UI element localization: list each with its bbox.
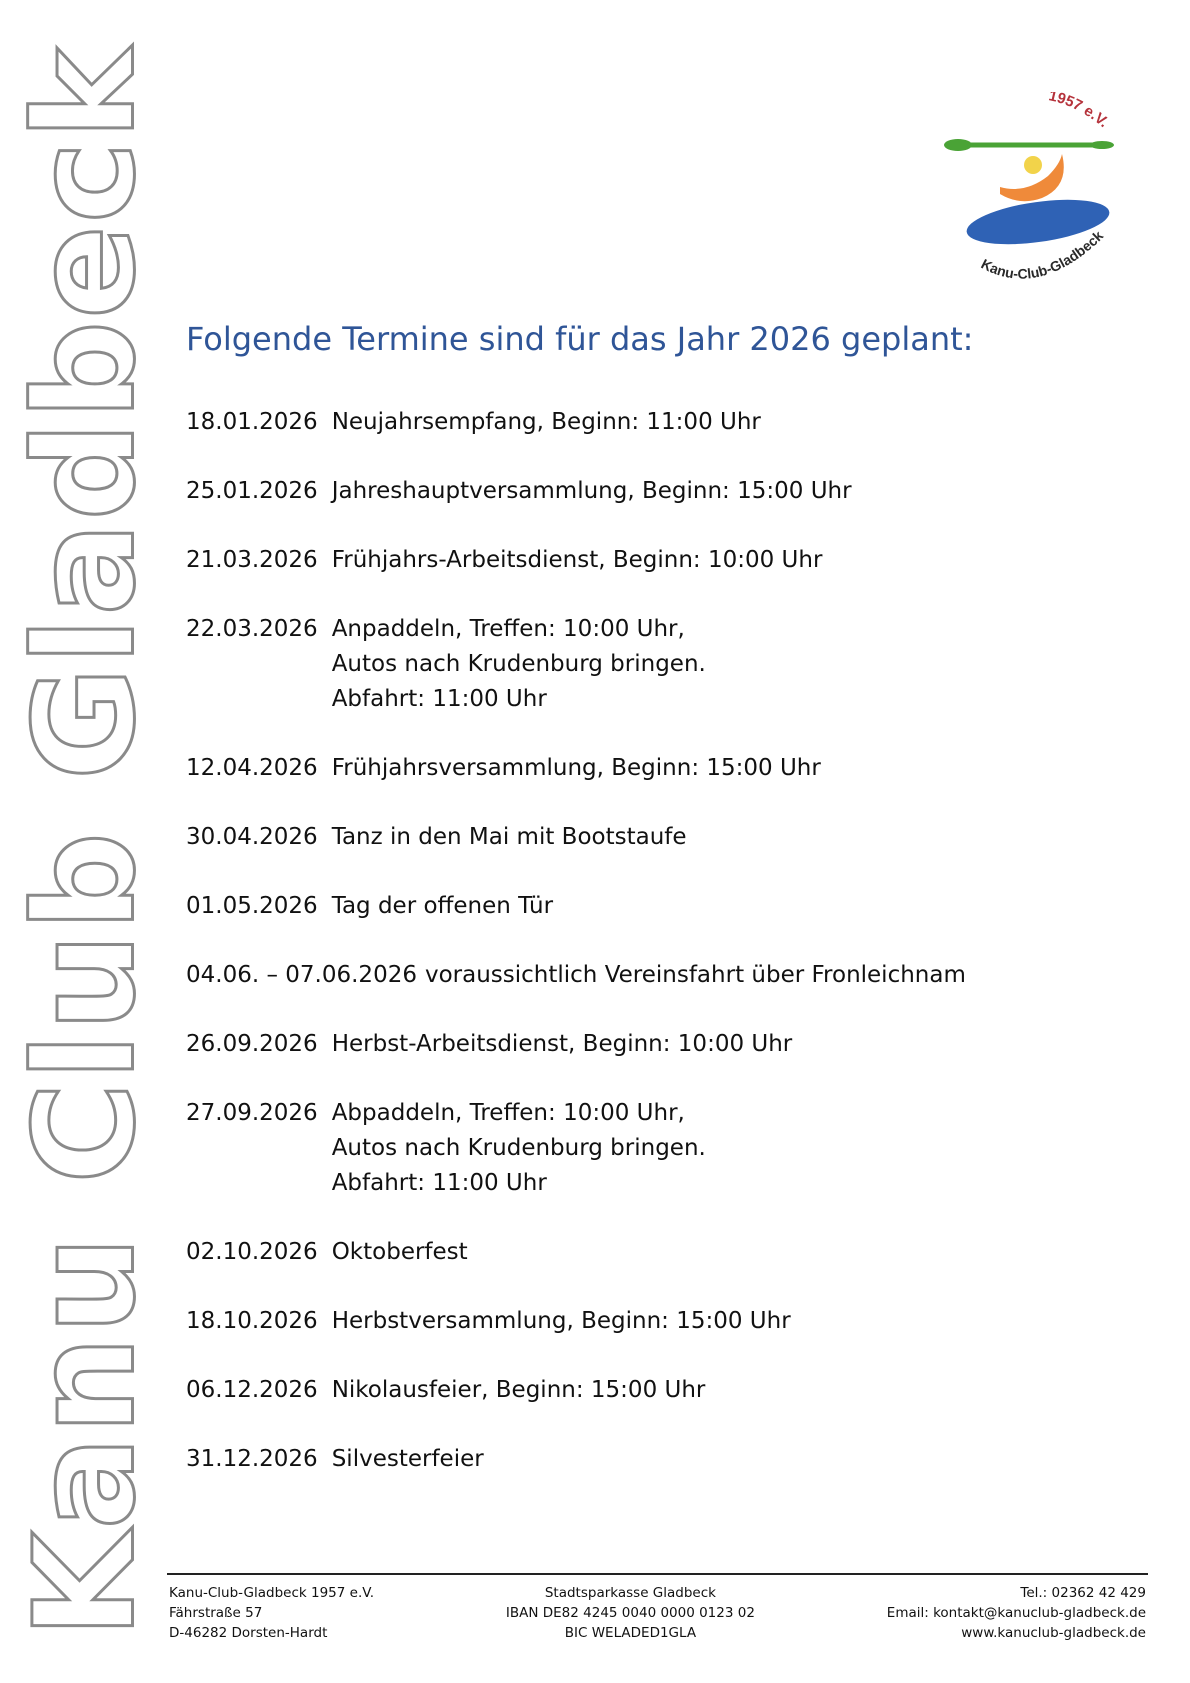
event-date: 04.06. – 07.06.2026 — [186, 962, 417, 988]
event-date: 31.12.2026 — [186, 1446, 318, 1472]
event-description-line: Autos nach Krudenburg bringen. — [331, 651, 706, 677]
event-date: 06.12.2026 — [186, 1377, 318, 1403]
event-description — [332, 543, 823, 578]
event-description-line: Abfahrt: 11:00 Uhr — [331, 1170, 547, 1196]
footer-bank-line: BIC WELADED1GLA — [564, 1625, 697, 1641]
event-list — [186, 405, 1136, 1511]
logo-year-text: 1957 e.V. — [1047, 92, 1112, 131]
event-description — [332, 1027, 793, 1062]
event-item — [186, 889, 1136, 924]
paddle-blade-right — [1090, 141, 1114, 149]
event-date: 25.01.2026 — [186, 478, 318, 504]
event-description — [332, 405, 761, 440]
event-date: 30.04.2026 — [186, 824, 318, 850]
event-date: 18.01.2026 — [186, 409, 318, 435]
event-date: 26.09.2026 — [186, 1031, 318, 1057]
event-description-line: Tag der offenen Tür — [331, 893, 554, 919]
footer-divider — [167, 1573, 1148, 1575]
event-description-line: Jahreshauptversammlung, Beginn: 15:00 Uhr — [331, 478, 852, 504]
event-description — [332, 1373, 706, 1408]
event-description-line: Oktoberfest — [331, 1239, 468, 1265]
event-description — [332, 1442, 484, 1477]
event-description-line: Autos nach Krudenburg bringen. — [331, 1135, 706, 1161]
logo-name-text: Kanu-Club-Gladbeck — [978, 227, 1107, 282]
event-date: 01.05.2026 — [186, 893, 318, 919]
footer-email: Email: kontakt@kanuclub-gladbeck.de — [886, 1605, 1146, 1621]
event-item — [186, 1442, 1136, 1477]
event-description-line: Herbst-Arbeitsdienst, Beginn: 10:00 Uhr — [331, 1031, 793, 1057]
footer-bank-line: IBAN DE82 4245 0040 0000 0123 02 — [505, 1605, 755, 1621]
event-item — [186, 1373, 1136, 1408]
event-description-line: Tanz in den Mai mit Bootstaufe — [331, 824, 687, 850]
side-title: Kanu Club Gladbeck — [4, 45, 166, 1638]
page-heading: Folgende Termine sind für das Jahr 2026 geplant: — [186, 320, 974, 358]
footer-address-line: D-46282 Dorsten-Hardt — [169, 1625, 328, 1641]
event-item — [186, 820, 1136, 855]
event-description — [332, 1235, 468, 1270]
event-description-line: Abpaddeln, Treffen: 10:00 Uhr, — [331, 1100, 685, 1126]
footer-address — [169, 1583, 374, 1643]
event-description-line: Frühjahrsversammlung, Beginn: 15:00 Uhr — [331, 755, 821, 781]
event-item — [186, 405, 1136, 440]
event-item — [186, 958, 1136, 993]
event-description-line: Abfahrt: 11:00 Uhr — [331, 686, 547, 712]
event-description-line: Nikolausfeier, Beginn: 15:00 Uhr — [331, 1377, 706, 1403]
event-date: 21.03.2026 — [186, 547, 318, 573]
event-description-line: Herbstversammlung, Beginn: 15:00 Uhr — [331, 1308, 791, 1334]
footer-contact — [887, 1583, 1146, 1643]
event-item — [186, 612, 1136, 717]
side-title-container — [0, 0, 170, 1683]
event-description — [332, 751, 821, 786]
event-description — [332, 612, 706, 717]
footer-phone: Tel.: 02362 42 429 — [1020, 1585, 1146, 1601]
event-description-line: Frühjahrs-Arbeitsdienst, Beginn: 10:00 Uhr — [331, 547, 823, 573]
event-date: 18.10.2026 — [186, 1308, 318, 1334]
event-description — [332, 474, 852, 509]
event-date: 12.04.2026 — [186, 755, 318, 781]
event-item — [186, 751, 1136, 786]
event-item — [186, 1235, 1136, 1270]
club-logo — [930, 92, 1160, 302]
event-item — [186, 543, 1136, 578]
event-description — [332, 889, 553, 924]
event-description — [332, 820, 687, 855]
paddle-blade-left — [944, 139, 972, 151]
footer-address-line: Fährstraße 57 — [169, 1605, 263, 1621]
footer-website: www.kanuclub-gladbeck.de — [961, 1625, 1146, 1641]
event-description — [425, 958, 966, 993]
event-description-line: voraussichtlich Vereinsfahrt über Fronleichnam — [424, 962, 966, 988]
logo-ball — [1024, 156, 1042, 174]
event-date: 02.10.2026 — [186, 1239, 318, 1265]
event-date: 22.03.2026 — [186, 616, 318, 642]
event-item — [186, 1304, 1136, 1339]
event-item — [186, 1096, 1136, 1201]
event-description-line: Neujahrsempfang, Beginn: 11:00 Uhr — [331, 409, 761, 435]
event-description-line: Anpaddeln, Treffen: 10:00 Uhr, — [331, 616, 685, 642]
event-date: 27.09.2026 — [186, 1100, 318, 1126]
event-description — [332, 1096, 706, 1201]
event-item — [186, 1027, 1136, 1062]
footer — [169, 1583, 1146, 1643]
event-description — [332, 1304, 791, 1339]
event-item — [186, 474, 1136, 509]
footer-bank — [506, 1583, 755, 1643]
footer-address-line: Kanu-Club-Gladbeck 1957 e.V. — [169, 1585, 375, 1601]
event-description-line: Silvesterfeier — [331, 1446, 484, 1472]
footer-bank-line: Stadtsparkasse Gladbeck — [544, 1585, 716, 1601]
